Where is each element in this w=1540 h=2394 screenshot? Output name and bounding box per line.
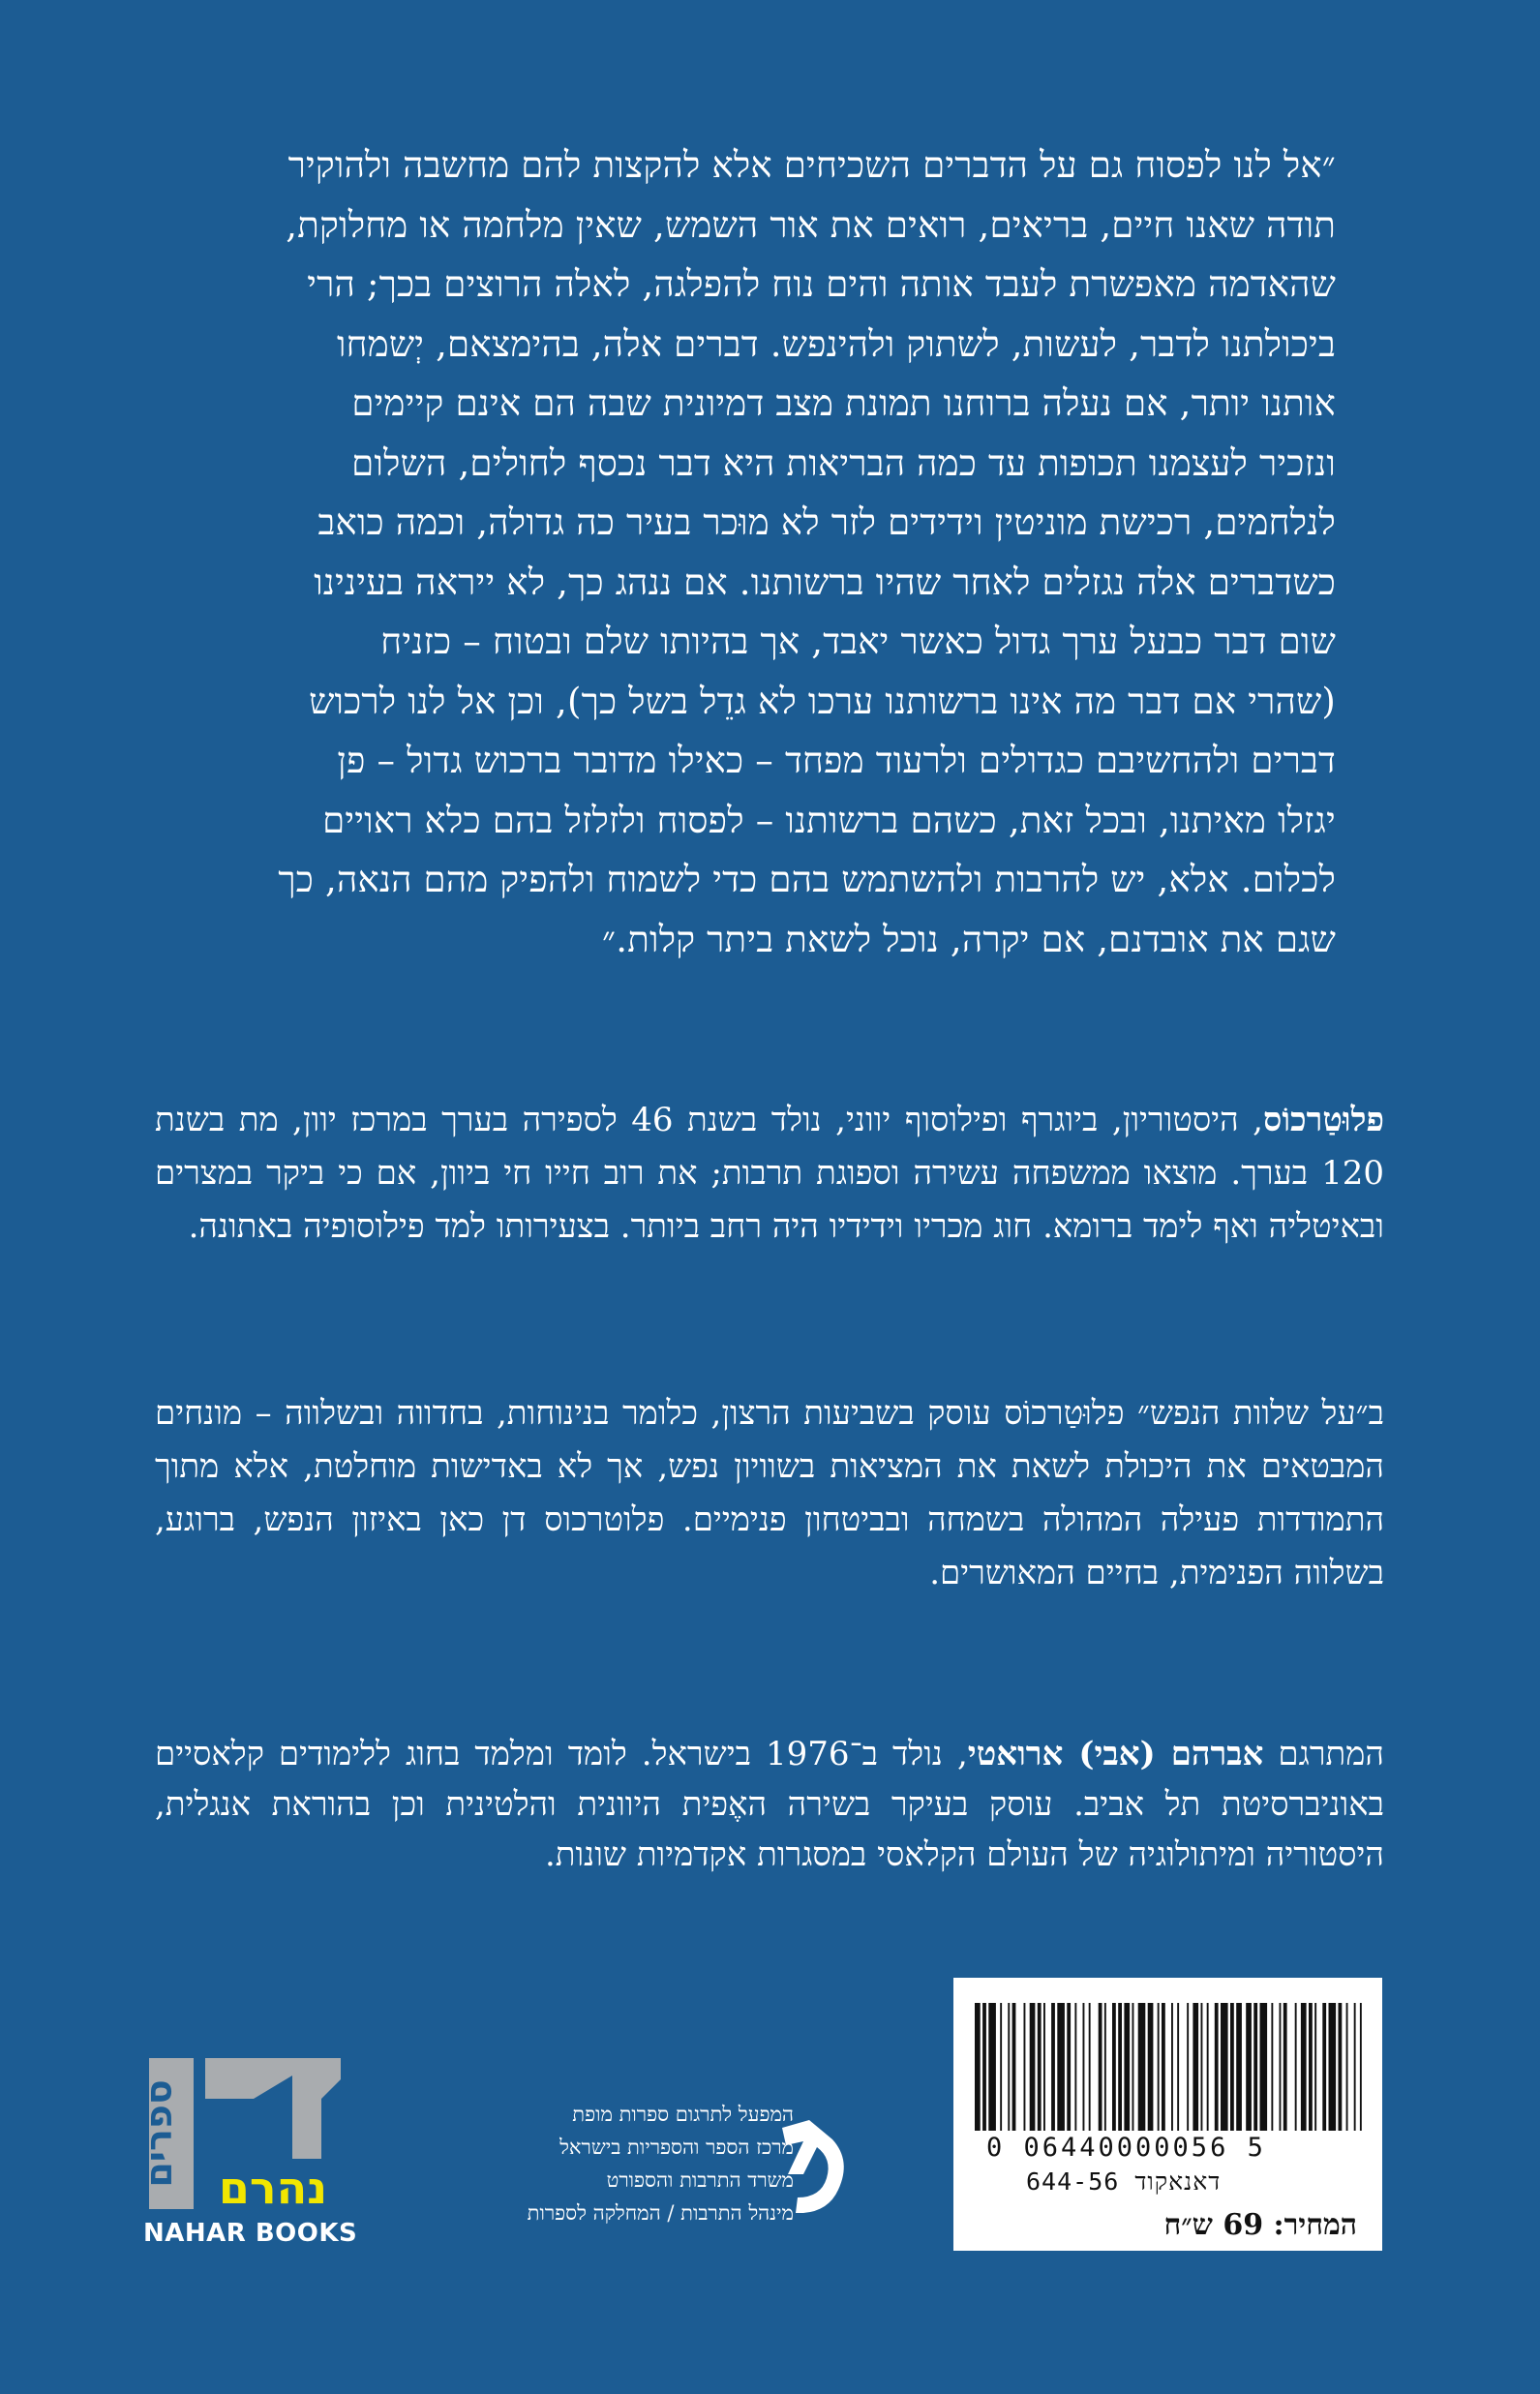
- book-description: ב״על שלוות הנפש״ פלוּטַרכוֹס עוסק בשביעות הרצון, כלומר בנינוחות, בחדווה ובשלווה – מונחים המבטאים את היכולת לשאת את המציאות בשוויון נפש, אך לא באדישות מוחלטת, אלא מתוך התמודדות פעילה המהולה בשמחה ובביטחון פנימיים. פלוטרכוס דן כאן באיזון הנפש, ברוגע, בשלווה הפנימית, בחיים המאושרים.: [155, 1394, 1384, 1592]
- barcode-bar: [1171, 2003, 1173, 2131]
- barcode-bar: [1354, 2003, 1356, 2131]
- back-cover-quote: [198, 136, 1336, 969]
- barcode-bar: [1295, 2003, 1297, 2131]
- quote-line: תודה שאנו חיים, בריאים, רואים את אור השמש, שאין מלחמה או מחלוקת,: [286, 203, 1336, 246]
- barcode-bar: [1271, 2003, 1273, 2131]
- translator-prefix: המתרגם: [1263, 1735, 1384, 1773]
- quote-line: ונזכיר לעצמנו תכופות עד כמה הבריאות היא דבר נכסף לחולים, השלום: [351, 441, 1336, 484]
- quote-line: לנלחמים, רכישת מוניטין וידידים לזר לא מוּכר בעיר כה גדולה, וכמה כואב: [317, 501, 1336, 543]
- quote-line: לכלום. אלא, יש להרבות ולהשתמש בהם כדי לשמוח ולהפיק מהם הנאה, כך: [278, 859, 1336, 900]
- barcode-bar: [1339, 2003, 1343, 2131]
- barcode-bar: [1132, 2003, 1134, 2131]
- barcode-bar: [1083, 2003, 1085, 2131]
- barcode-label: [953, 1978, 1382, 2251]
- barcode-bar: [1148, 2003, 1154, 2131]
- barcode-bar: [1201, 2003, 1203, 2131]
- author-name: פלוּטַרכוֹס: [1262, 1101, 1384, 1139]
- funding-line: משרד התרבות והספורט: [606, 2168, 794, 2192]
- barcode-bar: [1043, 2003, 1045, 2131]
- nahar-books-logo: [137, 2056, 346, 2214]
- funding-line: מינהל התרבות / המחלקה לספרות: [527, 2201, 794, 2225]
- barcode-bar: [1280, 2003, 1282, 2131]
- funding-credits: [440, 2098, 794, 2229]
- barcode-bar: [1112, 2003, 1116, 2131]
- barcode-bar: [1057, 2003, 1065, 2131]
- logo-text-nahar: נהרם: [218, 2162, 328, 2214]
- barcode-bar: [1118, 2003, 1122, 2131]
- barcode-bar: [1051, 2003, 1055, 2131]
- barcode-bar: [1314, 2003, 1316, 2131]
- barcode-bar: [1187, 2003, 1189, 2131]
- barcode-bar: [1360, 2003, 1362, 2131]
- barcode-bar: [1253, 2003, 1257, 2131]
- quote-line: יגזלו מאיתנו, ובכל זאת, כשהם ברשותנו – לפסוח ולזלזל בהם כלא ראויים: [322, 799, 1336, 841]
- barcode-bar: [982, 2003, 986, 2131]
- barcode-bar: [1067, 2003, 1071, 2131]
- barcode-bar: [1038, 2003, 1042, 2131]
- barcode-bar: [1236, 2003, 1242, 2131]
- barcode-bar: [1230, 2003, 1234, 2131]
- quote-line: (שהרי אם דבר מה אינו ברשותנו ערכו לא גדֵל בשל כך), וכן אל לנו לרכוש: [309, 680, 1336, 722]
- barcode-bar: [1329, 2003, 1337, 2131]
- barcode-bar: [988, 2003, 996, 2131]
- barcode-bar: [1030, 2003, 1036, 2131]
- quote-line: כשדברים אלה נגזלים לאחר שהיו ברשותנו. אם ננהג כך, לא ייראה בעינינו: [314, 561, 1336, 603]
- author-bio-text: , היסטוריון, ביוגרף ופילוסוף יווני, נולד בשנת 46 לספירה בערך במרכז יוון, מת בשנת 120 בערך. מוצאו ממשפחה עשירה וספוגת תרבות; את רוב חייו חי ביוון, אם כי ביקר במצרים ובאיטליה ואף לימד ברומא. חוג מכריו וידידיו היה רחב ביותר. בצעירותו למד פילוסופיה באתונה.: [155, 1101, 1384, 1246]
- quote-line: שהאדמה מאפשרת לעבד אותה והים נוח להפלגה, לאלה הרוצים בכך; הרי: [307, 263, 1336, 305]
- quote-line: שגם את אובדנם, אם יקרה, נוכל לשאת ביתר קלות.״: [602, 918, 1336, 960]
- quote-line: ביכולתנו לדבר, לעשות, לשתוק ולהינפש. דברים אלה, בהימצאם, יְשמחו: [336, 322, 1336, 365]
- barcode-bars: [975, 2003, 1362, 2131]
- barcode-bar: [1193, 2003, 1198, 2131]
- barcode-bar: [1322, 2003, 1326, 2131]
- funding-line: מרכז הספר והספריות בישראל: [559, 2136, 794, 2159]
- barcode-bar: [1000, 2003, 1002, 2131]
- barcode-bar: [1260, 2003, 1268, 2131]
- barcode-bar: [1346, 2003, 1348, 2131]
- barcode-bar: [1124, 2003, 1130, 2131]
- barcode-bar: [1221, 2003, 1228, 2131]
- quote-line: שום דבר כבעל ערך גדול כאשר יאבד, אך בהיותו שלם ובטוח – כזניח: [380, 621, 1336, 662]
- barcode-bar: [1012, 2003, 1016, 2131]
- barcode-bar: [1099, 2003, 1102, 2131]
- quote-line: דברים ולהחשיבם כגדולים ולרעוד מפחד – כאילו מדובר ברכוש גדול – פן: [337, 740, 1336, 781]
- barcode-bar: [1301, 2003, 1307, 2131]
- barcode-bar: [1309, 2003, 1313, 2131]
- barcode-bar: [1024, 2003, 1026, 2131]
- author-bio: [155, 1094, 1384, 1254]
- quote-line: ״אל לנו לפסוח גם על הדברים השכיחים אלא להקצות להם מחשבה ולהוקיר: [287, 144, 1336, 186]
- barcode-bar: [1246, 2003, 1252, 2131]
- translator-bio: [155, 1729, 1384, 1880]
- logo-text-sfarim: ספרים: [137, 2079, 180, 2188]
- barcode-bar: [1138, 2003, 1146, 2131]
- barcode-bar: [1008, 2003, 1010, 2131]
- quote-line: אותנו יותר, אם נעלה ברוחנו תמונת מצב דמיונית שבה הם אינם קיימים: [351, 382, 1336, 424]
- barcode-code: דאנאקוד 644-56: [1026, 2167, 1222, 2196]
- barcode-bar: [1158, 2003, 1160, 2131]
- translator-bio-text: , נולד ב־1976 בישראל. לומד ומלמד בחוג ללימודים קלאסיים באוניברסיטת תל אביב. עוסק בעיקר בשירה האֶפית היוונית והלטינית וכן בהוראת אנגלית, היסטוריה ומיתולוגיה של העולם הקלאסי במסגרות אקדמיות שונות.: [155, 1735, 1384, 1874]
- barcode-bar: [1074, 2003, 1076, 2131]
- barcode-number: 0 06440000056 5: [986, 2133, 1266, 2163]
- funding-line: המפעל לתרגום ספרות מופת: [572, 2103, 794, 2126]
- price-label: המחיר: 69 ש״ח: [1163, 2208, 1357, 2242]
- barcode-bar: [1104, 2003, 1106, 2131]
- publisher-name: NAHAR BOOKS: [143, 2219, 358, 2248]
- barcode-bar: [975, 2003, 981, 2131]
- barcode-bar: [1177, 2003, 1179, 2131]
- barcode-bar: [1089, 2003, 1091, 2131]
- barcode-bar: [1215, 2003, 1219, 2131]
- barcode-bar: [1283, 2003, 1287, 2131]
- barcode-bar: [1162, 2003, 1165, 2131]
- barcode-bar: [1207, 2003, 1209, 2131]
- translator-name: אברהם (אבי) ארואטי: [967, 1735, 1264, 1773]
